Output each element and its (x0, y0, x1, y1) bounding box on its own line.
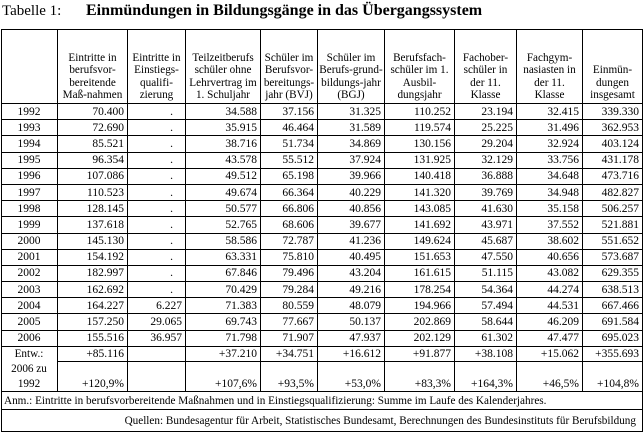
value-cell: 47.937 (318, 330, 385, 346)
entw-spacer (385, 362, 455, 377)
entw-label-line1: Entw.: (2, 346, 58, 362)
value-cell: 72.787 (261, 233, 318, 249)
title-row (2, 2, 602, 28)
table-row (2, 282, 643, 298)
value-cell: 162.692 (58, 282, 128, 298)
table-row (2, 120, 643, 136)
entw-pct-cell (128, 377, 186, 392)
entw-pct-cell: +107,6% (186, 377, 261, 392)
table-row (2, 330, 643, 346)
value-cell: 107.086 (58, 168, 128, 184)
value-cell: 29.065 (128, 314, 186, 330)
value-cell: 38.716 (186, 136, 261, 152)
table-label: Tabelle 1: (2, 3, 62, 19)
header-cell: Berufsfach-schüler im 1. Ausbil-dungsjahr (385, 30, 455, 104)
value-cell: 46.464 (261, 120, 318, 136)
value-cell: 58.644 (455, 314, 517, 330)
value-cell: . (128, 120, 186, 136)
entw-pct-cell: +164,3% (455, 377, 517, 392)
entw-spacer (261, 362, 318, 377)
entw-abs-cell: +37.210 (186, 346, 261, 362)
entw-abs-cell: +38.108 (455, 346, 517, 362)
value-cell: 31.589 (318, 120, 385, 136)
value-cell: 43.204 (318, 265, 385, 281)
value-cell: 39.966 (318, 168, 385, 184)
value-cell: 38.602 (517, 233, 583, 249)
year-cell: 2003 (2, 282, 58, 298)
value-cell: 35.158 (517, 201, 583, 217)
entw-label-line3: 1992 (2, 377, 58, 392)
value-cell: 71.798 (186, 330, 261, 346)
table-row (2, 136, 643, 152)
header-row (2, 30, 643, 104)
value-cell: 431.178 (583, 152, 643, 168)
header-cell: Eintritte in Einstiegs-qualifi-zierung (128, 30, 186, 104)
entw-abs-cell: +85.116 (58, 346, 128, 362)
value-cell: 51.115 (455, 265, 517, 281)
table-row (2, 265, 643, 281)
value-cell: 37.924 (318, 152, 385, 168)
value-cell: 34.648 (517, 168, 583, 184)
value-cell: 137.618 (58, 217, 128, 233)
value-cell: 149.624 (385, 233, 455, 249)
value-cell: 141.692 (385, 217, 455, 233)
value-cell: 43.971 (455, 217, 517, 233)
entw-pct-row (2, 377, 643, 392)
value-cell: 202.129 (385, 330, 455, 346)
value-cell: 41.236 (318, 233, 385, 249)
value-cell: 70.400 (58, 104, 128, 120)
value-cell: 667.466 (583, 298, 643, 314)
value-cell: 140.418 (385, 168, 455, 184)
value-cell: 33.756 (517, 152, 583, 168)
value-cell: . (128, 104, 186, 120)
value-cell: . (128, 184, 186, 200)
year-cell: 2004 (2, 298, 58, 314)
value-cell: 119.574 (385, 120, 455, 136)
source-row (2, 410, 643, 432)
entw-pct-cell: +83,3% (385, 377, 455, 392)
value-cell: 37.552 (517, 217, 583, 233)
table-row (2, 298, 643, 314)
value-cell: 31.325 (318, 104, 385, 120)
value-cell: 71.383 (186, 298, 261, 314)
value-cell: 66.364 (261, 184, 318, 200)
value-cell: 48.079 (318, 298, 385, 314)
data-table (1, 29, 643, 432)
value-cell: . (128, 265, 186, 281)
entw-spacer (583, 362, 643, 377)
header-cell: Schüler im Berufs-grund-bildungs-jahr (BGJ) (318, 30, 385, 104)
header-cell: Eintritte in berufsvor-bereitende Maß-nahmen (58, 30, 128, 104)
value-cell: 629.355 (583, 265, 643, 281)
value-cell: 6.227 (128, 298, 186, 314)
entw-spacer (128, 362, 186, 377)
entw-spacer (455, 362, 517, 377)
year-cell: 2006 (2, 330, 58, 346)
value-cell: . (128, 282, 186, 298)
entw-abs-cell: +355.693 (583, 346, 643, 362)
value-cell: . (128, 168, 186, 184)
value-cell: 32.129 (455, 152, 517, 168)
header-cell: Fachober-schüler in der 11. Klasse (455, 30, 517, 104)
year-cell: 2002 (2, 265, 58, 281)
value-cell: 36.888 (455, 168, 517, 184)
value-cell: 50.577 (186, 201, 261, 217)
entw-pct-cell: +93,5% (261, 377, 318, 392)
value-cell: 63.331 (186, 249, 261, 265)
value-cell: 40.495 (318, 249, 385, 265)
value-cell: 130.156 (385, 136, 455, 152)
header-cell: Teilzeitberufs schüler ohne Lehrvertrag im 1. Schuljahr (186, 30, 261, 104)
value-cell: 482.827 (583, 184, 643, 200)
value-cell: 362.953 (583, 120, 643, 136)
value-cell: 551.652 (583, 233, 643, 249)
header-cell: Schüler im Berufsvor-bereitungs-jahr (BVJ) (261, 30, 318, 104)
value-cell: 161.615 (385, 265, 455, 281)
value-cell: . (128, 233, 186, 249)
value-cell: 43.082 (517, 265, 583, 281)
value-cell: 31.496 (517, 120, 583, 136)
value-cell: 141.320 (385, 184, 455, 200)
value-cell: 80.559 (261, 298, 318, 314)
value-cell: 178.254 (385, 282, 455, 298)
value-cell: 70.429 (186, 282, 261, 298)
value-cell: 49.674 (186, 184, 261, 200)
value-cell: 182.997 (58, 265, 128, 281)
value-cell: 34.588 (186, 104, 261, 120)
entw-spacer (318, 362, 385, 377)
value-cell: 151.653 (385, 249, 455, 265)
value-cell: 34.948 (517, 184, 583, 200)
value-cell: 25.225 (455, 120, 517, 136)
value-cell: 128.145 (58, 201, 128, 217)
value-cell: 32.924 (517, 136, 583, 152)
value-cell: 57.494 (455, 298, 517, 314)
year-cell: 1993 (2, 120, 58, 136)
entw-pct-cell: +53,0% (318, 377, 385, 392)
value-cell: 46.209 (517, 314, 583, 330)
value-cell: 23.194 (455, 104, 517, 120)
year-cell: 1998 (2, 201, 58, 217)
value-cell: 110.252 (385, 104, 455, 120)
value-cell: 79.496 (261, 265, 318, 281)
table-row (2, 104, 643, 120)
value-cell: 40.656 (517, 249, 583, 265)
year-cell: 1997 (2, 184, 58, 200)
value-cell: 155.516 (58, 330, 128, 346)
value-cell: 47.477 (517, 330, 583, 346)
header-cell: Fachgym-nasiasten in der 11. Klasse (517, 30, 583, 104)
value-cell: 145.130 (58, 233, 128, 249)
value-cell: . (128, 217, 186, 233)
value-cell: 521.881 (583, 217, 643, 233)
value-cell: 61.302 (455, 330, 517, 346)
year-cell: 1994 (2, 136, 58, 152)
value-cell: 65.198 (261, 168, 318, 184)
value-cell: 131.925 (385, 152, 455, 168)
table-row (2, 152, 643, 168)
value-cell: 43.578 (186, 152, 261, 168)
value-cell: 44.531 (517, 298, 583, 314)
value-cell: 29.204 (455, 136, 517, 152)
value-cell: . (128, 136, 186, 152)
value-cell: 39.769 (455, 184, 517, 200)
table-title: Einmündungen in Bildungsgänge in das Übergangssystem (86, 2, 483, 19)
entw-pct-cell: +104,8% (583, 377, 643, 392)
value-cell: 164.227 (58, 298, 128, 314)
entw-abs-cell: +91.877 (385, 346, 455, 362)
table-row (2, 168, 643, 184)
year-cell: 2000 (2, 233, 58, 249)
value-cell: 34.869 (318, 136, 385, 152)
value-cell: 40.229 (318, 184, 385, 200)
value-cell: 36.957 (128, 330, 186, 346)
table-row (2, 184, 643, 200)
value-cell: 40.856 (318, 201, 385, 217)
table-row (2, 233, 643, 249)
value-cell: 52.765 (186, 217, 261, 233)
value-cell: 67.846 (186, 265, 261, 281)
year-cell: 2005 (2, 314, 58, 330)
value-cell: 75.810 (261, 249, 318, 265)
value-cell: 339.330 (583, 104, 643, 120)
value-cell: 54.364 (455, 282, 517, 298)
value-cell: 691.584 (583, 314, 643, 330)
table-row (2, 201, 643, 217)
value-cell: 50.137 (318, 314, 385, 330)
value-cell: 85.521 (58, 136, 128, 152)
value-cell: 69.743 (186, 314, 261, 330)
value-cell: 154.192 (58, 249, 128, 265)
value-cell: 77.667 (261, 314, 318, 330)
entw-label-line2: 2006 zu (2, 362, 58, 377)
entw-abs-cell (128, 346, 186, 362)
value-cell: 143.085 (385, 201, 455, 217)
entw-mid-row (2, 362, 643, 377)
entw-spacer (58, 362, 128, 377)
value-cell: 638.513 (583, 282, 643, 298)
value-cell: 44.274 (517, 282, 583, 298)
year-cell: 1995 (2, 152, 58, 168)
value-cell: 202.869 (385, 314, 455, 330)
value-cell: 55.512 (261, 152, 318, 168)
header-cell (2, 30, 58, 104)
entw-pct-cell: +46,5% (517, 377, 583, 392)
year-cell: 1992 (2, 104, 58, 120)
header-cell: Einmün-dungen insgesamt (583, 30, 643, 104)
value-cell: 403.124 (583, 136, 643, 152)
entw-abs-row (2, 346, 643, 362)
table-row (2, 314, 643, 330)
entw-abs-cell: +34.751 (261, 346, 318, 362)
value-cell: 37.156 (261, 104, 318, 120)
table-note: Anm.: Eintritte in berufsvorbereitende Maßnahmen und in Einstiegsqualifizierung: Summe im Laufe des Kalenderjahres. (2, 392, 643, 410)
value-cell: 39.677 (318, 217, 385, 233)
value-cell: 72.690 (58, 120, 128, 136)
value-cell: 45.687 (455, 233, 517, 249)
value-cell: 506.257 (583, 201, 643, 217)
year-cell: 1999 (2, 217, 58, 233)
value-cell: 58.586 (186, 233, 261, 249)
value-cell: 157.250 (58, 314, 128, 330)
value-cell: 41.630 (455, 201, 517, 217)
entw-spacer (517, 362, 583, 377)
value-cell: 573.687 (583, 249, 643, 265)
year-cell: 2001 (2, 249, 58, 265)
value-cell: 68.606 (261, 217, 318, 233)
value-cell: 47.550 (455, 249, 517, 265)
value-cell: 32.415 (517, 104, 583, 120)
table-row (2, 249, 643, 265)
value-cell: 71.907 (261, 330, 318, 346)
value-cell: . (128, 201, 186, 217)
value-cell: 49.512 (186, 168, 261, 184)
entw-spacer (186, 362, 261, 377)
value-cell: 695.023 (583, 330, 643, 346)
table-row (2, 217, 643, 233)
table-source: Quellen: Bundesagentur für Arbeit, Statistisches Bundesamt, Berechnungen des Bundesinstituts für Berufsbildung (2, 410, 643, 432)
entw-pct-cell: +120,9% (58, 377, 128, 392)
value-cell: 66.806 (261, 201, 318, 217)
entw-abs-cell: +15.062 (517, 346, 583, 362)
value-cell: 35.915 (186, 120, 261, 136)
value-cell: 96.354 (58, 152, 128, 168)
value-cell: 194.966 (385, 298, 455, 314)
note-row (2, 392, 643, 410)
year-cell: 1996 (2, 168, 58, 184)
value-cell: 110.523 (58, 184, 128, 200)
value-cell: 473.716 (583, 168, 643, 184)
value-cell: 49.216 (318, 282, 385, 298)
value-cell: 79.284 (261, 282, 318, 298)
value-cell: 51.734 (261, 136, 318, 152)
value-cell: . (128, 152, 186, 168)
value-cell: . (128, 249, 186, 265)
entw-abs-cell: +16.612 (318, 346, 385, 362)
